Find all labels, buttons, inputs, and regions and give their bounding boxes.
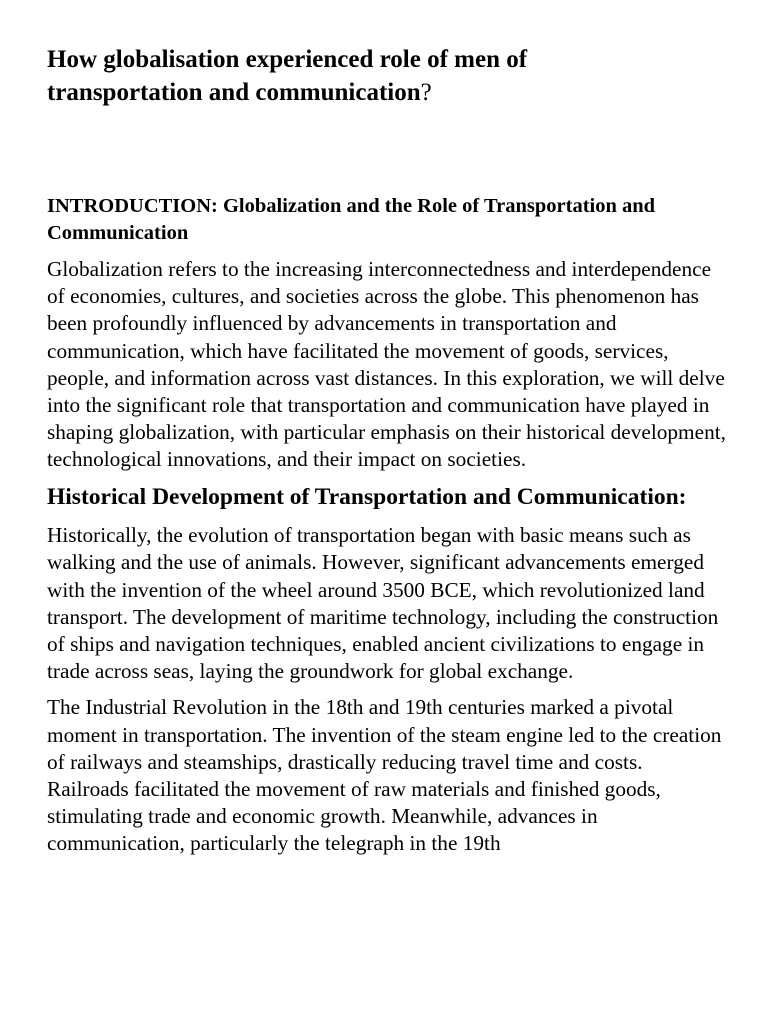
document-body bbox=[47, 193, 727, 867]
paragraph-evolution-of-transportation: Historically, the evolution of transportation began with basic means such as walking and the use of animals. However, significant advancements emerged with the invention of the wheel around 3500 BCE, which revolutionized land transport. The development of maritime technology, including the construction of ships and navigation techniques, enabled ancient civilizations to engage in trade across seas, laying the groundwork for global exchange. bbox=[47, 523, 719, 684]
paragraph-industrial-revolution: The Industrial Revolution in the 18th and 19th centuries marked a pivotal moment in transportation. The invention of the steam engine led to the creation of railways and steamships, drastically reducing travel time and costs. Railroads facilitated the movement of raw materials and finished goods, stimulating trade and economic growth. Meanwhile, advances in communication, particularly the telegraph in the 19th bbox=[47, 695, 722, 856]
intro-paragraph: Globalization refers to the increasing interconnectedness and interdependence of economies, cultures, and societies across the globe. This phenomenon has been profoundly influenced by advancements in transportation and communication, which have facilitated the movement of goods, services, people, and information across vast distances. In this exploration, we will delve into the significant role that transportation and communication have played in shaping globalization, with particular emphasis on their historical development, technological innovations, and their impact on societies. bbox=[47, 257, 726, 472]
document-title-question-mark: ? bbox=[420, 79, 432, 106]
document-title bbox=[47, 43, 687, 109]
section-heading-historical-development: Historical Development of Transportation and Communication: bbox=[47, 483, 687, 510]
document-title-text: How globalisation experienced role of men of transportation and communication bbox=[47, 46, 528, 106]
intro-heading: INTRODUCTION: Globalization and the Role of Transportation and Communication bbox=[47, 195, 656, 244]
